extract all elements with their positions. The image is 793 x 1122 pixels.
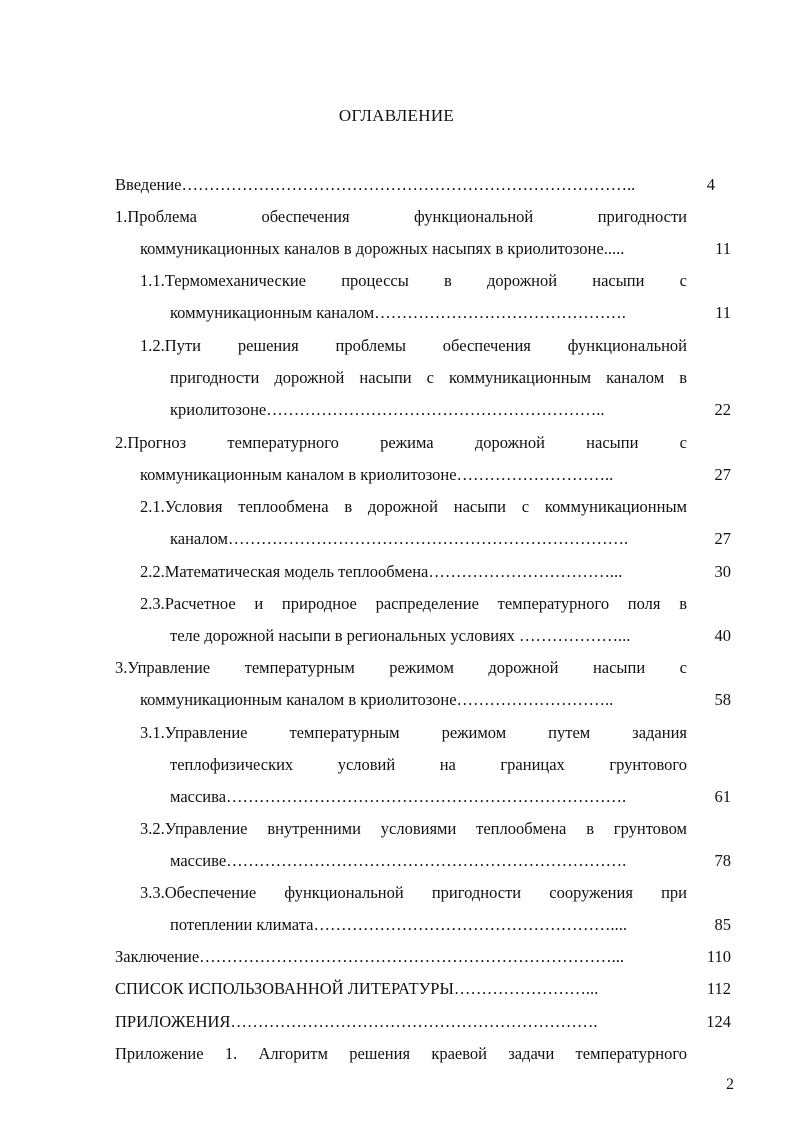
toc-entry-section-2-1-cont: каналом………………………………………………………………. [170,529,629,548]
toc-entry-section-2-1 [140,495,687,519]
toc-entry-text: Введение……………………………………………………………………….. [115,175,636,194]
toc-entry-text: Условия теплообмена в дорожной насыпи с коммуникационным [164,497,687,516]
toc-page-number: 78 [714,851,731,870]
toc-page-number: 11 [715,239,731,258]
toc-entry-section-1-2 [140,334,687,358]
toc-entry-text: Проблема обеспечения функциональной пригодности [127,207,687,226]
toc-entry-number: 3. [115,658,128,677]
toc-entry-section-3-1-cont: массива………………………………………………………………. [170,787,627,806]
toc-entry-number: 1.1. [140,271,165,290]
toc-page-number: 27 [714,465,731,484]
toc-entry-chapter-2 [115,431,687,455]
toc-entry-appendices: ПРИЛОЖЕНИЯ…………………………………………………………. [115,1012,598,1031]
toc-entry-chapter-3 [115,656,687,680]
toc-entry-text: Управление температурным режимом путем задания [164,723,687,742]
toc-entry-number: 1. [115,207,128,226]
toc-entry-text: Обеспечение функциональной пригодности сооружения при [164,883,687,902]
toc-page-number: 110 [706,947,731,966]
toc-entry-conclusion: Заключение…………………………………………………………………... [115,947,625,966]
toc-entry-section-1-1 [140,269,687,293]
toc-entry-section-2-3-cont: теле дорожной насыпи в региональных условиях ………………... [170,626,631,645]
toc-entry-section-2-3 [140,592,687,616]
toc-page-number: 30 [714,562,731,581]
toc-page-number: 124 [706,1012,731,1031]
toc-page-number: 4 [706,175,715,194]
toc-page-number: 11 [715,303,731,322]
toc-entry-section-3-3 [140,881,687,905]
page-number: 2 [726,1076,734,1093]
toc-entry-chapter-1-cont: коммуникационных каналов в дорожных насыпях в криолитозоне..... [140,239,625,258]
toc-entry-text: Математическая модель теплообмена……………………………... [164,562,623,581]
toc-entry-section-3-1 [140,721,687,745]
toc-entry-chapter-2-cont: коммуникационным каналом в криолитозоне……………………….. [140,465,614,484]
toc-entry-chapter-1 [115,205,687,229]
toc-entry-section-3-3-cont: потеплении климата……………………………………………….... [170,915,627,934]
toc-entry-references: СПИСОК ИСПОЛЬЗОВАННОЙ ЛИТЕРАТУРЫ……………………... [115,979,599,998]
toc-page-number: 85 [714,915,731,934]
toc-entry-section-2-2 [140,560,685,584]
toc-entry-section-3-2-cont: массиве………………………………………………………………. [170,851,627,870]
toc-entry-chapter-3-cont: коммуникационным каналом в криолитозоне……………………….. [140,690,614,709]
toc-entry-number: 1.2. [140,336,165,355]
toc-entry-number: 3.2. [140,819,165,838]
toc-entry-number: 2. [115,433,128,452]
toc-entry-section-1-1-cont: коммуникационным каналом………………………………………. [170,303,626,322]
toc-entry-section-1-2-cont: пригодности дорожной насыпи с коммуникационным каналом в [170,368,687,387]
toc-page-number: 27 [714,529,731,548]
toc-entry-number: 2.2. [140,562,165,581]
toc-entry-section-3-1-cont: теплофизических условий на границах грунтового [170,755,687,774]
toc-entry-section-1-2-cont: криолитозоне…………………………………………………….. [170,400,605,419]
toc-page-number: 58 [714,690,731,709]
page-title: ОГЛАВЛЕНИЕ [338,106,455,125]
toc-entry-intro [115,173,682,197]
toc-page-number: 112 [706,979,731,998]
toc-entry-number: 2.1. [140,497,165,516]
toc-page-number: 40 [714,626,731,645]
toc-entry-text: Прогноз температурного режима дорожной насыпи с [127,433,687,452]
toc-entry-text: Управление температурным режимом дорожной насыпи с [127,658,687,677]
toc-entry-text: Расчетное и природное распределение температурного поля в [164,594,687,613]
toc-entry-text: Пути решения проблемы обеспечения функциональной [164,336,687,355]
toc-page-number: 22 [714,400,731,419]
toc-entry-section-3-2 [140,817,687,841]
toc-page-number: 61 [714,787,731,806]
toc-entry-text: Термомеханические процессы в дорожной насыпи с [164,271,687,290]
toc-entry-appendix-1: Приложение 1. Алгоритм решения краевой задачи температурного [115,1044,687,1063]
toc-entry-number: 3.3. [140,883,165,902]
toc-entry-text: Управление внутренними условиями теплообмена в грунтовом [164,819,687,838]
toc-entry-number: 3.1. [140,723,165,742]
toc-entry-number: 2.3. [140,594,165,613]
